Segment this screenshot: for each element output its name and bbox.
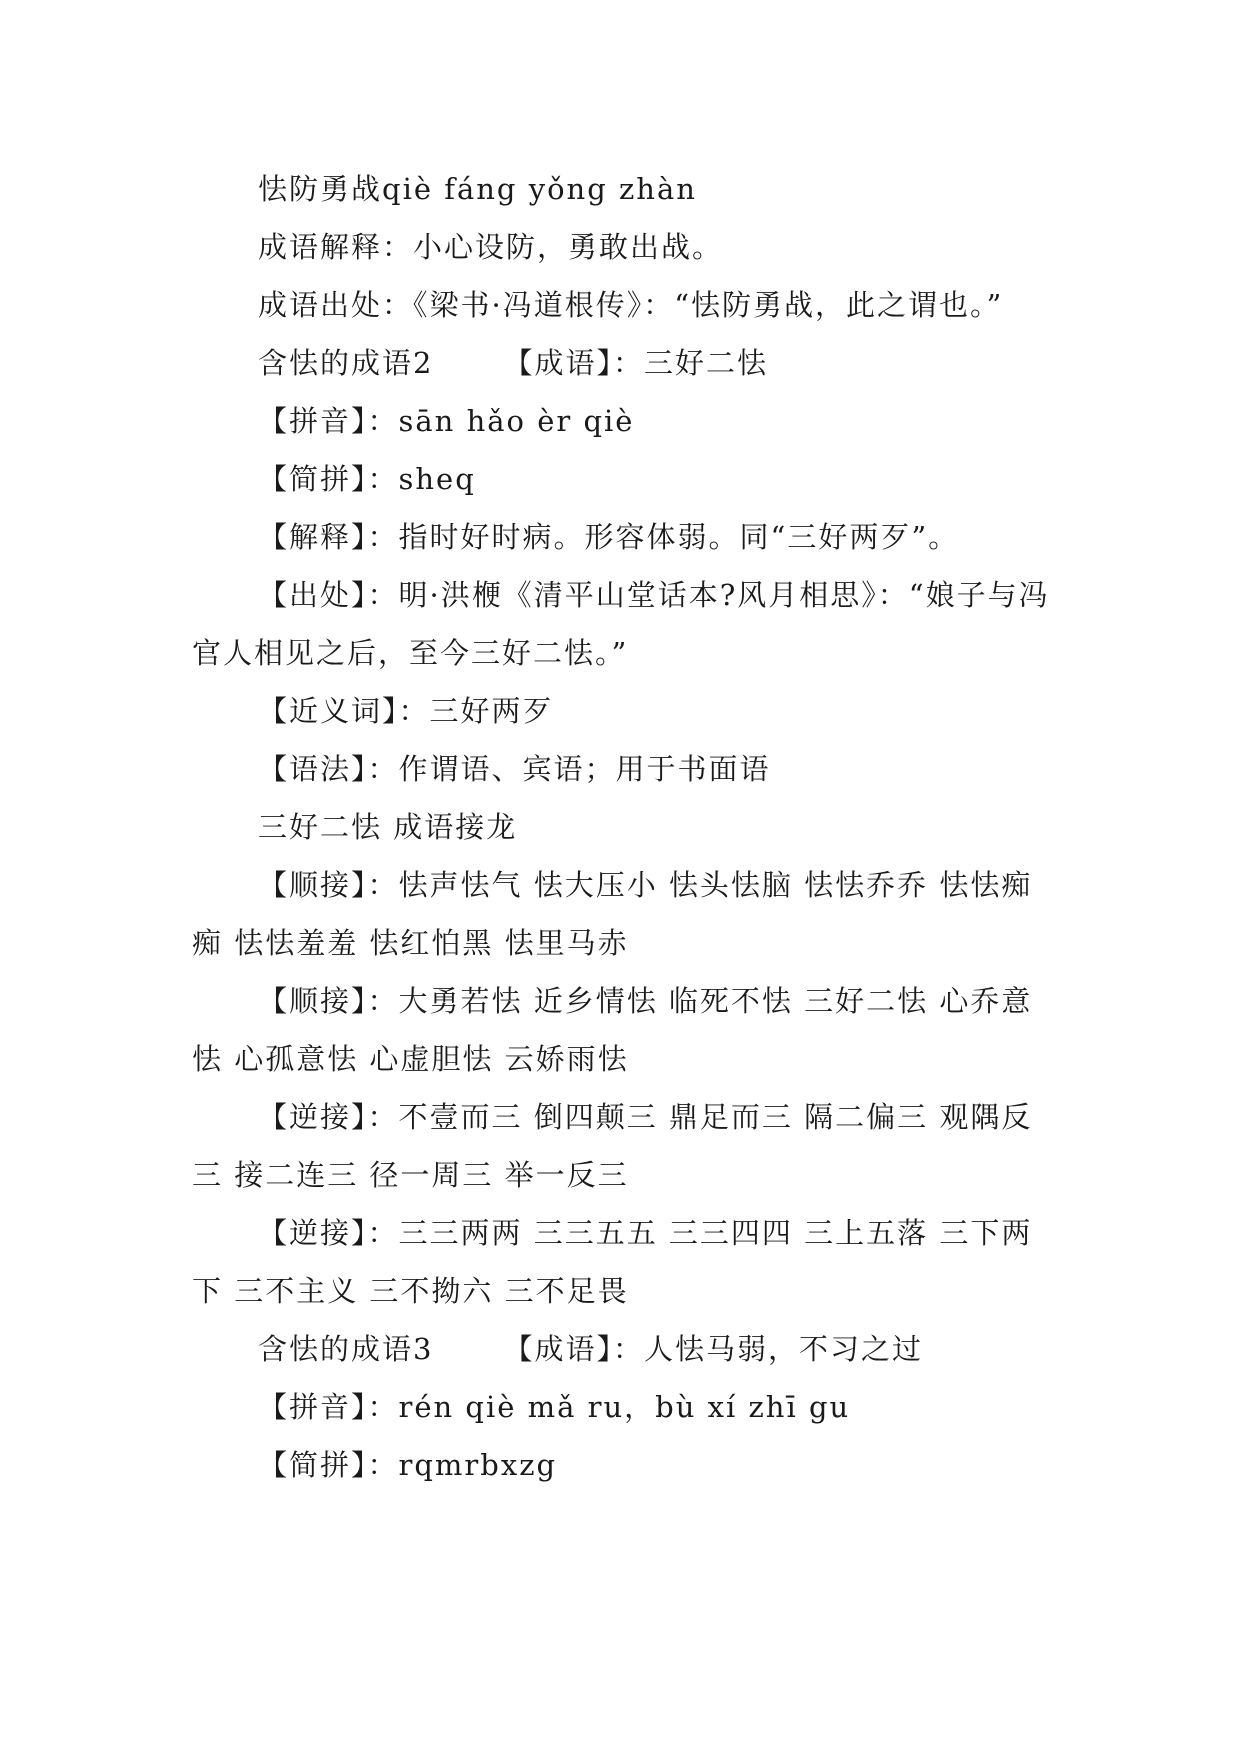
chain-heading: 三好二怯 成语接龙 xyxy=(258,810,518,844)
abbrev-pinyin-line-3: 【简拼】：rqmrbxzg xyxy=(258,1448,558,1482)
grammar-line: 【语法】：作谓语、宾语；用于书面语 xyxy=(258,752,771,786)
idiom-explanation: 成语解释：小心设防，勇敢出战。 xyxy=(258,230,724,264)
section-idiom-2: 【成语】：三好二怯 xyxy=(503,346,768,380)
origin-line: 【出处】：明·洪楩《清平山堂话本?风月相思》：“娘子与冯官人相见之后，至今三好二怯。” xyxy=(192,578,1050,670)
section-heading-2 xyxy=(192,334,1052,392)
synonym-line: 【近义词】：三好两歹 xyxy=(258,694,554,728)
section-idiom-3: 【成语】：人怯马弱，不习之过 xyxy=(503,1332,923,1366)
forward-chain-1: 【顺接】：怯声怯气 怯大压小 怯头怯脑 怯怯乔乔 怯怯痴痴 怯怯羞羞 怯红怕黑 怯里马赤 xyxy=(192,868,1033,960)
section-title-3: 含怯的成语3 xyxy=(258,1332,434,1366)
reverse-chain-2: 【逆接】：三三两两 三三五五 三三四四 三上五落 三下两下 三不主义 三不拗六 三不足畏 xyxy=(192,1216,1033,1308)
idiom-source: 成语出处：《梁书·冯道根传》：“怯防勇战，此之谓也。” xyxy=(258,288,1004,322)
idiom-title-pinyin: 怯防勇战qiè fáng yǒng zhàn xyxy=(258,172,697,206)
section-title-2: 含怯的成语2 xyxy=(258,346,434,380)
document-body xyxy=(192,160,1052,1494)
meaning-line: 【解释】：指时好时病。形容体弱。同“三好两歹”。 xyxy=(258,520,960,554)
forward-chain-2: 【顺接】：大勇若怯 近乡情怯 临死不怯 三好二怯 心乔意怯 心孤意怯 心虚胆怯 云娇雨怯 xyxy=(192,984,1033,1076)
section-heading-3 xyxy=(192,1320,1052,1378)
abbrev-pinyin-line: 【简拼】：sheq xyxy=(258,462,476,496)
pinyin-line-3: 【拼音】：rén qiè mǎ ru，bù xí zhī gu xyxy=(258,1390,851,1424)
pinyin-line: 【拼音】：sān hǎo èr qiè xyxy=(258,404,635,438)
reverse-chain-1: 【逆接】：不壹而三 倒四颠三 鼎足而三 隔二偏三 观隅反三 接二连三 径一周三 举一反三 xyxy=(192,1100,1033,1192)
